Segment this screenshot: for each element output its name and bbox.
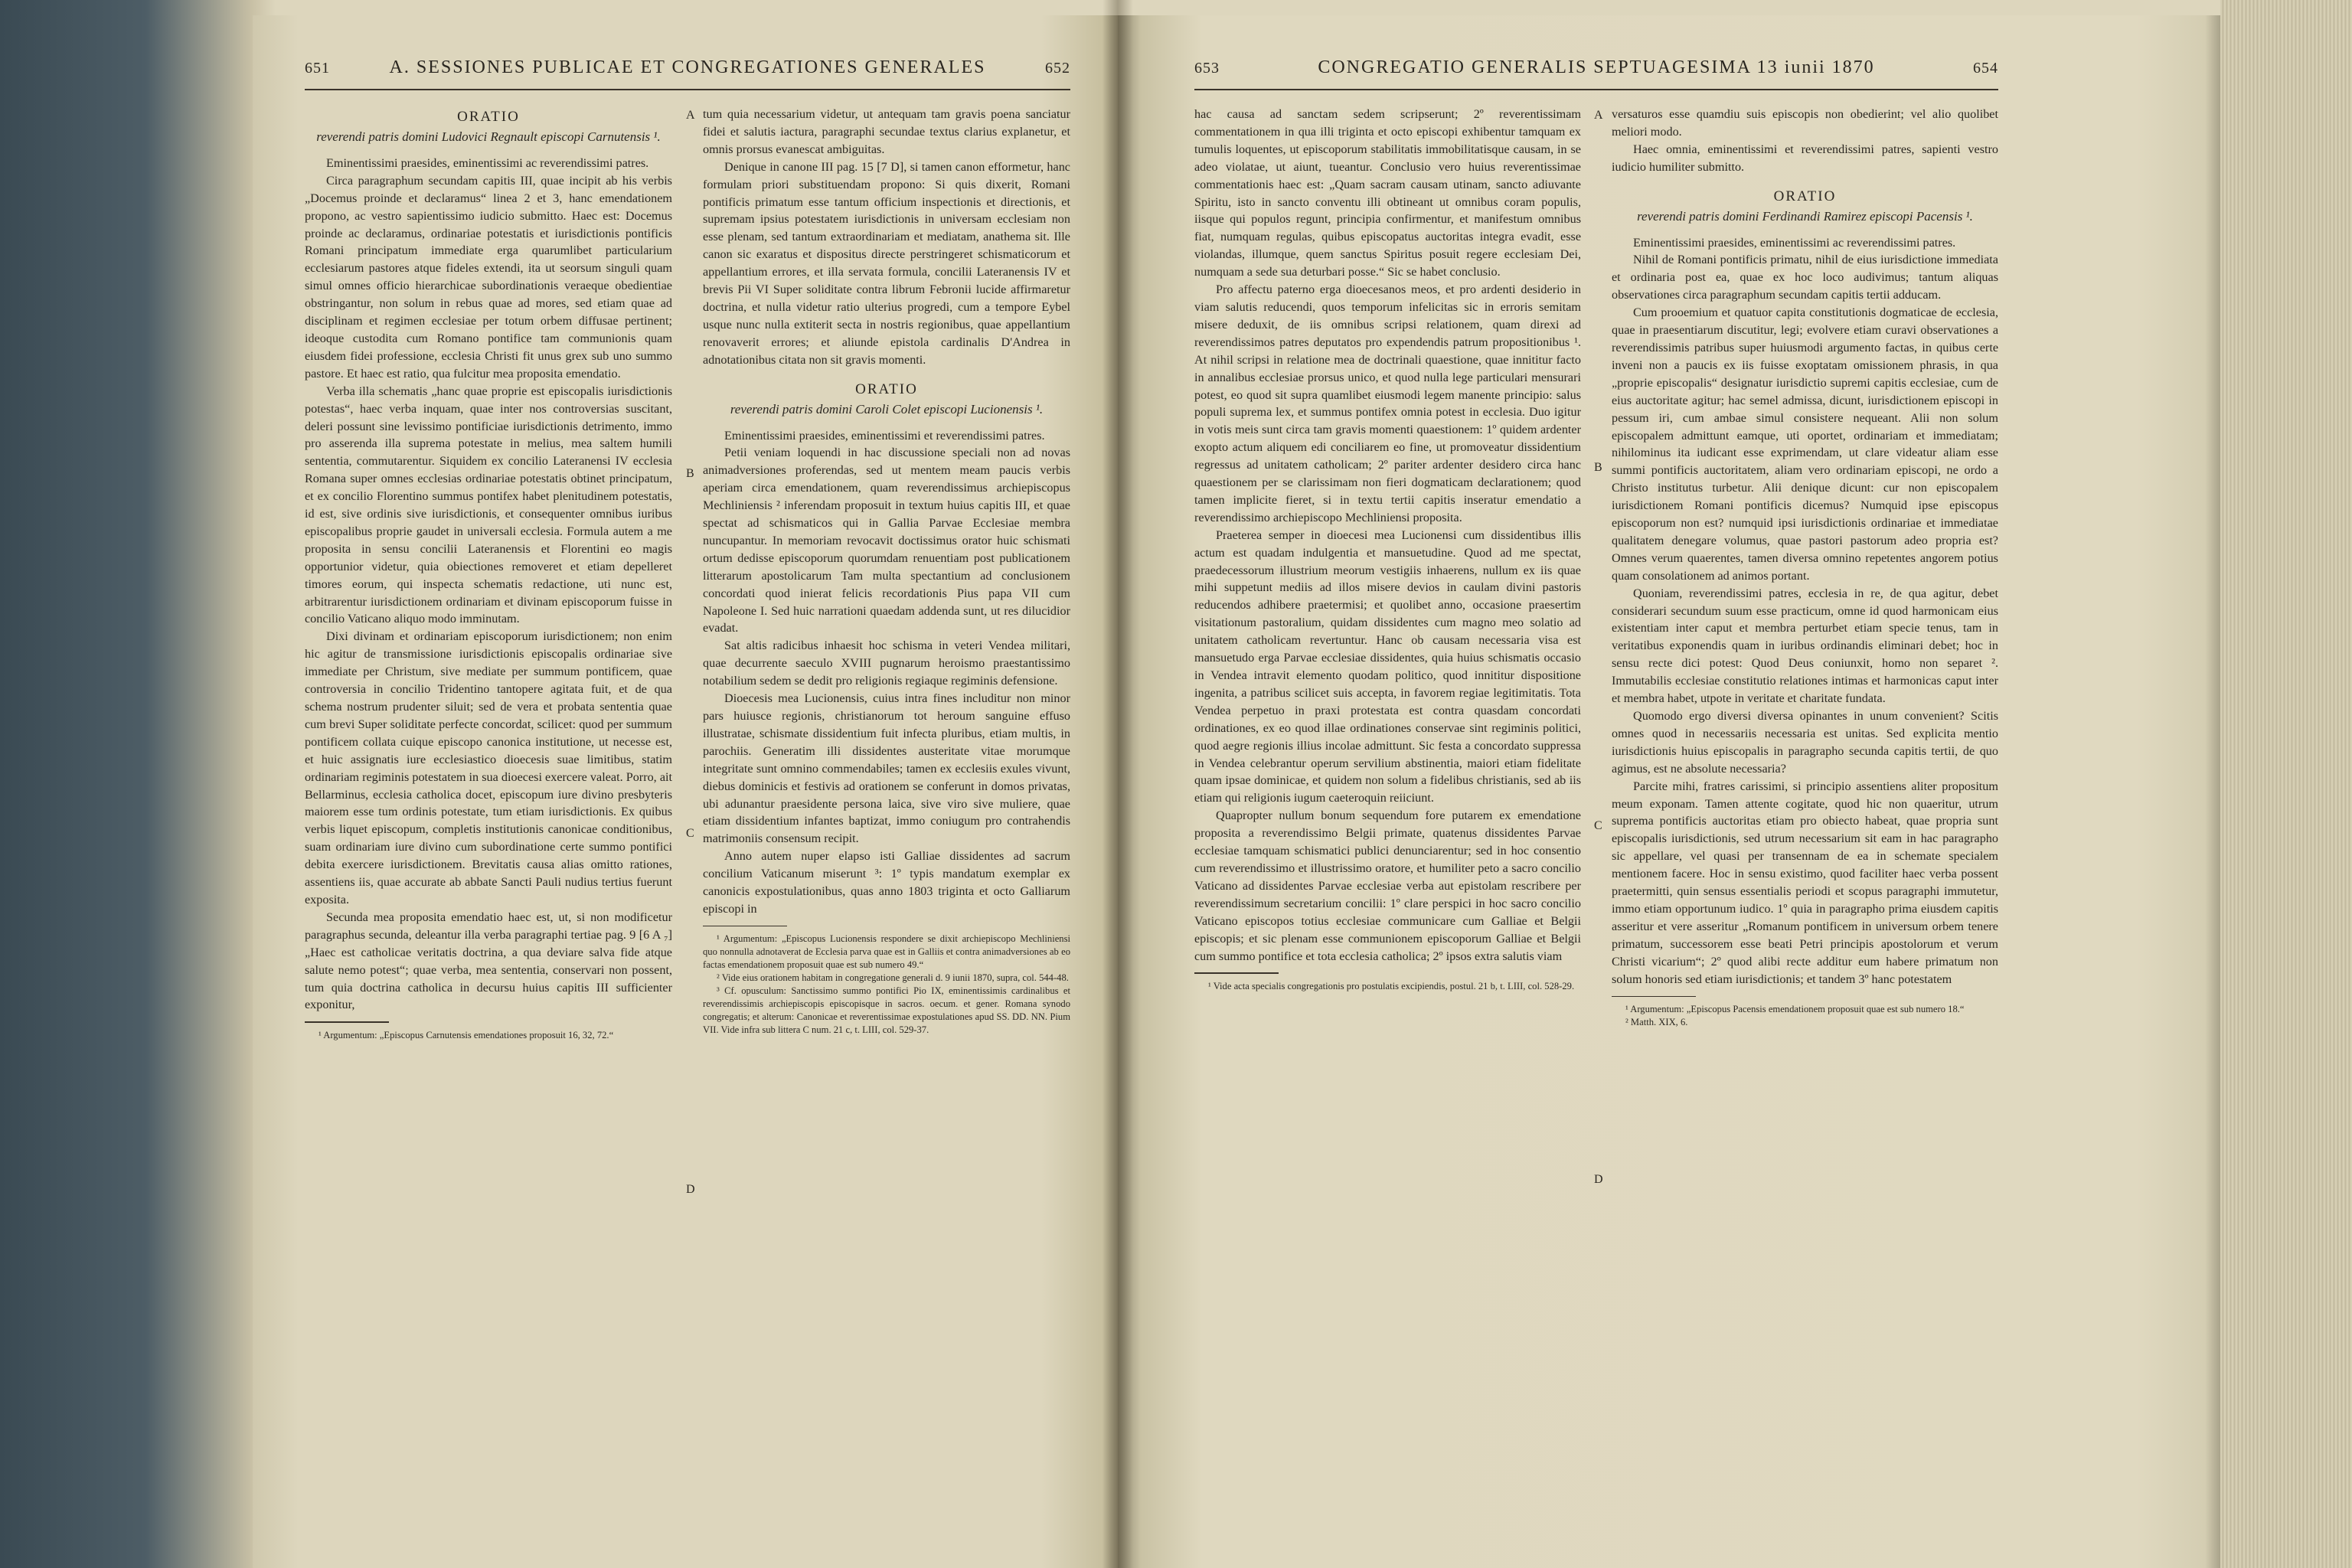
left-column-1 <box>305 106 672 1553</box>
left-head-rule <box>305 89 1070 90</box>
paragraph: Quomodo ergo diversi diversa opinantes in unum convenient? Scitis omnes quod in necessariis necessaria est unitas. Sed explicita mentio iurisdictionis huius episcopalis in paragrapho secunda capitis tertii, de quo agimus, est ne absolute necessaria? <box>1612 709 1998 776</box>
paragraph: Nihil de Romani pontificis primatu, nihil de eius iurisdictione immediata et ordinaria post ea, quae ex hoc loco audivimus; tantum aliquas observationes circa paragraphum secundam capitis tertii adducam. <box>1612 253 1998 302</box>
paragraph: Pro affectu paterno erga dioecesanos meos, et pro ardenti desiderio in viam salutis reducendi, quos temporum infelicitas sic in erroris semitam misere deduxit, de iis omnibus scripsi relationem, quam direxi ad reverendissimos patres deputatos pro expendendis patrum propositionibus ¹. At nihil scripsi in relatione mea de doctrinali quaestione, quae innititur facto in annalibus ecclesiae prorsus unico, et quod nulla lege particulari mensurari potest, eo quod sit supra quamlibet eiusmodi legem manente principio: salus populi suprema lex, et summus pontifex omnia potest in ecclesia. Duo igitur in votis meis sunt circa tam gravis momenti quaestionem: 1º quidem ardenter exopto actum aliquem edi conciliarem eo fine, ut promoveatur dissidentium regressus ad unitatem catholicam; 2º pariter ardenter desidero circa hanc quaestionem per se clarissimam non fieri dogmaticam declarationem; quod tamen implicite fieret, si in textu tertii capitis inseratur emendatio a reverendissimo archiepiscopo Mechliniensi proposita. <box>1194 283 1581 524</box>
paragraph: Cum prooemium et quatuor capita constitutionis dogmaticae de ecclesia, quae in praesentiarum discutitur, legi; evolvere etiam curavi observationes a reverendissimis patribus super huiusmodi argumento factas, in quibus certe inveni non a paucis ex iis fuisse exoptatam omissionem phrasis, in qua „proprie episcopalis“ designatur iurisdictio supremi capitis ecclesiae, cum de eius auctoritate agitur; hac semel admissa, dicunt, iurisdictionem episcopi in pessum iri, cum ambae simul consistere nequeant. Alii non solum episcopalem admittunt eamque, uti oportet, ordinariam et immediatam; nihilominus ita iudicant esse exprimendam, ut clare videatur aliam esse summi pontificis auctoritatem, aliam vero ordinariam episcopi, ne ordo a Christo institutus turbetur. Alii denique dicunt: cur non episcopalem iurisdictionem Romani pontificis dicemus? Numquid ipse episcopus episcoporum non est? numquid ipsi iurisdictionis ordinariae et immediatae qualitatem denegare volumus, quae pastori pastorum adeo propria est? Omnes verum quaerentes, tamen diversa omnino repetentes angorem potius quam consolationem ad animos portant. <box>1612 305 1998 583</box>
right-page-number-2: 654 <box>1972 60 1998 77</box>
footnotes <box>1612 1003 1998 1029</box>
margin-marker: A <box>1594 109 1603 122</box>
margin-marker: D <box>1594 1173 1603 1186</box>
footnote: ¹ Vide acta specialis congregationis pro postulatis excipiendis, postul. 21 b, t. LIII, col. 528-29. <box>1208 980 1575 991</box>
oratio-subheading: reverendi patris domini Caroli Colet episcopi Lucionensis ¹. <box>730 401 1044 416</box>
margin-marker: D <box>686 1183 695 1196</box>
oratio-subheading: reverendi patris domini Ferdinandi Ramirez episcopi Pacensis ¹. <box>1637 208 1973 224</box>
paragraph: Eminentissimi praesides, eminentissimi et reverendissimi patres. <box>724 428 1045 443</box>
paragraph: Secunda mea proposita emendatio haec est, ut, si non modificetur paragraphus secunda, deleantur illa verba paragraphi tertiae pag. 9 [6 A ₇] „Haec est catholicae veritatis doctrina, a qua deviare salva fide atque salute nemo potest“; quae verba, mea sententia, conservari non possent, tum quia doctrina catholica in decursu huius capitis III sufficienter exponitur, <box>305 910 672 1012</box>
oratio-heading: ORATIO <box>457 109 520 125</box>
footnotes <box>1194 980 1581 993</box>
left-page-number-2: 652 <box>1044 60 1070 77</box>
footnote: ¹ Argumentum: „Episcopus Lucionensis respondere se dixit archiepiscopo Mechliniensi quo nonnulla adnotaverat de Ecclesia parva quae est in Galliis et contra animadversiones ab eo factas emendationem proposuit quae est sub numero 49.“ <box>703 933 1070 971</box>
oratio-heading: ORATIO <box>1773 188 1837 204</box>
footnote-rule <box>703 926 787 927</box>
paragraph: Eminentissimi praesides, eminentissimi ac reverendissimi patres. <box>326 155 649 170</box>
margin-marker: C <box>686 827 694 840</box>
paragraph: Circa paragraphum secundam capitis III, quae incipit ab his verbis „Docemus proinde et declaramus“ linea 2 et 3, hanc emendationem propono, ac vestro sapientissimo iudicio submitto. Haec est: Docemus proinde ac declaramus, ordinariae potestatis et iurisdictionis pontificis Romani principatum immediate erga quarumlibet particularium ecclesiarum pastores atque fideles extendi, ita ut seorsum singuli quam simul omnes officio hierarchicae subordinationis veraeque obedientiae obstringantur, non solum in rebus quae ad mores, sed etiam quae ad disciplinam et regimen ecclesiae per totum orbem diffusae pertinent; ideoque custodita cum Romano pontifice tam communionis quam eiusdem fidei professione, ecclesia Christi fit unus grex sub uno summo pastore. Et haec est ratio, qua fulcitur mea proposita emendatio. <box>305 173 672 381</box>
right-running-title: CONGREGATIO GENERALIS SEPTUAGESIMA 13 iunii 1870 <box>1318 57 1875 77</box>
left-page <box>253 15 1118 1568</box>
right-head-rule <box>1194 89 1998 90</box>
margin-marker: A <box>686 109 695 122</box>
footnote-rule <box>1612 996 1696 998</box>
footnote-rule <box>1194 972 1279 974</box>
paragraph: Sat altis radicibus inhaesit hoc schisma in veteri Vendea militari, quae decurrente saeculo XVIII pugnarum heroismo praestantissimo notabilium sedem se dedit pro religionis regiaque regiminis defensione. <box>703 639 1070 688</box>
paragraph: Haec omnia, eminentissimi et reverendissimi patres, sapienti vestro iudicio humiliter submitto. <box>1612 142 1998 174</box>
paragraph: tum quia necessarium videtur, ut antequam tam gravis poena sanciatur fidei et salutis iactura, paragraphi secundae textus clarius explanetur, et omnis prorsus evanescat ambiguitas. <box>703 107 1070 156</box>
right-running-head <box>1194 57 1998 78</box>
paragraph: Petii veniam loquendi in hac discussione speciali non ad novas animadversiones proferendas, sed ut mentem meam paucis verbis aperiam circa emendationem, quam reverendissimus archiepiscopus Mechliniensis ² inferendam proposuit in textum huius capitis III, et quae spectat ad schismaticos qui in Gallia Parvae Ecclesiae membra nuncupantur. In memoriam revocavit doctissimus orator huic schismati ortum dedisse episcoporum quorumdam renuentiam post publicationem litterarum apostolicarum Tam multa spectantium ad conclusionem concordati quod inierat felicis recordationis Pius papa VII cum Napoleone I. Sed huic narrationi quaedam addenda sunt, ut res dilucidior evadat. <box>703 446 1070 635</box>
paragraph: hac causa ad sanctam sedem scripserunt; 2º reverentissimam commentationem in qua illi triginta et octo episcopi exhibentur tamquam ex tumulis loquentes, ut episcoporum stabilitatis immobilitatisque causam, in se adeo violatae, ut aiunt, tueantur. Conclusio vero huius reverentissimae commentationis haec est: „Quam sacram causam utinam, sancto adiuvante Spiritu, isto in sancto conventu illi obtineant ut omnibus coram populis, iisque qui populos regunt, principia confirmentur, et manifestum omnibus fiat, numquam regulas, quibus episcopatus auctoritas integra evadit, esse violandas, illumque, quem sanctus Spiritus posuit regere ecclesiam Dei, numquam a sede sua deturbari posse.“ Sic se habet conclusio. <box>1194 107 1581 279</box>
footnote: ¹ Argumentum: „Episcopus Carnutensis emendationes proposuit 16, 32, 72.“ <box>318 1029 614 1040</box>
paragraph: Quapropter nullum bonum sequendum fore putarem ex emendatione proposita a reverendissimo Belgii primate, quatenus dissidentes Parvae ecclesiae tamquam schismatici publici denunciarentur; sed in hoc consentio cum reverendissimo et illustrissimo oratore, et humiliter peto a sacro concilio Vaticano ad dissidentes Parvae ecclesiae verba aut epistolam rescribere per reverendissimum secretarium concilii: 1º clare perspici in hoc sacro concilio Vaticano episcopos totius ecclesiae communicare cum Galliae et Belgii episcopis; et sic plenam esse communionem episcoporum Galliae et Belgii cum summo pontifice et tota ecclesia catholica; 2º ipsos extra salutis viam <box>1194 808 1581 963</box>
right-column-1 <box>1194 106 1581 1553</box>
paragraph: Denique in canone III pag. 15 [7 D], si tamen canon efformetur, hanc formulam priori substituendam propono: Si quis dixerit, Romani pontificis primatum esse tantum officium inspectionis et directionis, et supremam ipsius potestatem iurisdictionis in universam ecclesiam non esse plenam, sed tantum extraordinariam et mediatam, anathema sit. Ille canon sic exaratus et dispositus directe perstringeret schismaticorum et appellantium errores, et illa servata formula, concilii Lateranensis IV et brevis Pii VI Super soliditate contra librum Febronii lucide affirmaretur doctrina, et nulla videtur ratio ulterius progredi, cum a tempore Eybel usque nunc nulla extiterit secta in nostris regionibus, quae appellantium renovaverit errores; et aliunde epistola cardinalis D'Andrea in adnotationibus citata non sit gravis momenti. <box>703 159 1070 367</box>
right-page-number-1: 653 <box>1194 60 1220 77</box>
right-page <box>1118 15 2220 1568</box>
footnote: ³ Cf. opusculum: Sanctissimo summo pontifici Pio IX, eminentissimis cardinalibus et reverendissimis archiepiscopis episcopisque in sacros. oecum. et gener. Romana synodo congregatis; et alterum: Canonicae et reverentissimae expostulationes apud SS. DD. NN. Pium VII. Vide infra sub littera C num. 21 c, t. LIII, col. 529-37. <box>703 985 1070 1036</box>
left-running-title: A. SESSIONES PUBLICAE ET CONGREGATIONES GENERALES <box>389 57 986 77</box>
margin-marker: B <box>1594 461 1602 474</box>
page-edge-stack <box>2220 0 2352 1568</box>
footnote: ¹ Argumentum: „Episcopus Pacensis emendationem proposuit quae est sub numero 18.“ <box>1625 1004 1965 1014</box>
left-running-head <box>305 57 1070 78</box>
left-page-number-1: 651 <box>305 60 330 77</box>
paragraph: versaturos esse quamdiu suis episcopis non obedierint; vel alio quolibet meliori modo. <box>1612 107 1998 139</box>
footnote: ² Matth. XIX, 6. <box>1625 1017 1688 1027</box>
paragraph: Anno autem nuper elapso isti Galliae dissidentes ad sacrum concilium Vaticanum miserunt ³: 1º typis mandatum exemplar ex canonicis expostulationibus, quas anno 1803 triginta et octo Galliarum episcopi in <box>703 849 1070 916</box>
paragraph: Praeterea semper in dioecesi mea Lucionensi cum dissidentibus illis actum est quadam indulgentia et mansuetudine. Quod ad me spectat, praedecessorum illustrium meorum vestigiis inhaerens, nullum ex iis quae mihi suppetunt mediis ad illos misere devios in caulam divini pastoris reducendos adhibere praetermisi; et quolibet anno, occasione praesertim visitationum pastoralium, quidam dissidentes cum magno meo solatio ad unitatem catholicam revertuntur. Hanc ob causam necessaria visa est mansuetudo erga Parvae ecclesiae dissidentes, quia huius schismatis occasio in Vendea intravit elemento quodam politico, quod innititur dispositione ingenita, a patribus scilicet suis accepta, in favorem regiae legitimitatis. Tota Vendea perpetuo in praxi protestata est contra quasdam concordati ordinationes, ex eo quod illae ordinationes conservae sint regiminis politici, quod aegre regionis illius incolae admittunt. Sic festa a concordato suppressa in Vendea celebrantur operum servilium abstinentia, maiori etiam fidelitate quam ipsae dominicae, et quidem non solum a fidelibus christianis, sed ab iis etiam qui religionis iugum caeteroquin reiiciunt. <box>1194 528 1581 805</box>
oratio-heading: ORATIO <box>855 381 918 397</box>
footnote: ² Vide eius orationem habitam in congregatione generali d. 9 iunii 1870, supra, col. 544-48. <box>717 972 1069 984</box>
paragraph: Dioecesis mea Lucionensis, cuius intra fines includitur non minor pars huiusce regionis, christianorum tot heroum sanguine effuso illustratae, schismate dissidentium fuit infecta pluribus, etiam multis, in parochiis. Generatim illi dissidentes austeritate vitae morumque integritate sunt omnino commendabiles; tamen ex ecclesiis exules vivunt, diebus dominicis et festivis ad orationem se conferunt in domos privatas, ubi adunantur praesidente persona laica, sive viro sive muliere, quae etiam dissidentium infantes baptizat, immo coniugum pro contrahendis matrimoniis consensum recipit. <box>703 691 1070 846</box>
paragraph: Eminentissimi praesides, eminentissimi ac reverendissimi patres. <box>1633 235 1956 250</box>
paragraph: Parcite mihi, fratres carissimi, si principio assentiens aliter propositum meum exponam. Tamen attente cogitate, quod hic non quaeritur, utrum suprema pontificis auctoritas etiam pro obiecto habeat, quae propria sunt episcopalis iurisdictionis, sed utrum necessarium sit eam in hac paragrapho sic appellare, vel quasi per transennam de ea in schemate specialem mentionem facere. Hoc in sensu existimo, quod faciliter haec verba possent praetermitti, quin sensus essentialis periodi et scopus paragraphi immutetur, immo etiam opportunum iudico. 1º quia in paragrapho prima eiusdem capitis asseritur et vere asseritur „Romanum pontificem in universum orbem tenere primatum, successorem esse beati Petri principis apostolorum et verum Christi vicarium“; 2º quod alibi recte additur eum habere primatum non solum honoris sed etiam iurisdictionis; et tandem 3º hanc potestatem <box>1612 779 1998 986</box>
margin-marker: C <box>1594 819 1602 832</box>
footnote-rule <box>305 1021 389 1023</box>
book-gutter <box>1102 0 1133 1568</box>
right-column-2 <box>1612 106 1998 1553</box>
margin-marker: B <box>686 467 694 480</box>
footnotes <box>305 1029 672 1042</box>
left-column-2 <box>703 106 1070 1553</box>
paragraph: Quoniam, reverendissimi patres, ecclesia in re, de qua agitur, debet considerari secundum suum esse practicum, omne id quod harmonicam eius existentiam inter caput et membra perturbet etiam specie tenus, tam in veritatibus exponendis quam in iuribus ordinandis eliminari debet; hoc in sensu recte dici potest: Quod Deus coniunxit, homo non separet ². Immutabilis ecclesiae constitutio relationes intimas et harmonicas caput inter et membra habet, utpote in veritate et charitate fundata. <box>1612 586 1998 706</box>
oratio-subheading: reverendi patris domini Ludovici Regnault episcopi Carnutensis ¹. <box>316 129 661 144</box>
paragraph: Verba illa schematis „hanc quae proprie est episcopalis iurisdictionis potestas“, haec verba inquam, quae inter nos controversias suscitant, deleri possunt sine levissimo pontificiae iurisdictionis detrimento, immo pro asserenda illa suprema potestate in melius, mea saltem humili sententia, commutarentur. Siquidem ex concilio Lateranensi IV ecclesia Romana super omnes ecclesias ordinariae potestatis obtinet principatum, et ex concilio Florentino summus pontifex habet plenitudinem potestatis, id est, sive ordinis sive iurisdictionis, et consequenter omnibus iuribus episcopalibus proprie gaudet in universali ecclesia. Formula autem a me proposita in sensu concilii Lateranensis et Florentini eo magis opportunior videtur, quia obiectiones removeret et etiam depelleret timores eorum, qui inspecta schematis redactione, uti nunc est, arbitrarentur iurisdictionem ordinariam et divinam episcoporum fuisse in concilio Vaticano aliquo modo imminutam. <box>305 384 672 626</box>
paragraph: Dixi divinam et ordinariam episcoporum iurisdictionem; non enim hic agitur de transmissione iurisdictionis episcopalis ordinariae sive immediate per Christum, sive mediate per summum pontificem, quae controversia in concilio Tridentino tantopere agitata fuit, et de qua schema nostrum prudenter siluit; sed de vera et probata sententia quae cum brevi Super soliditate perfecte concordat, scilicet: quod per summum pontificem collata cuique episcopo canonica institutione, ut necesse est, et huic assignatis iure ecclesiastico dioecesis suae limitibus, statim ordinariam regiminis potestatem in sua dioecesi exercere valeat. Porro, ait Bellarminus, ecclesia catholica docet, episcopum iure divino presbyteris maiorem esse tum ordinis potestate, tum etiam iurisdictionis. Ex quibus verbis liquet episcopum, completis institutionis canonicae conditionibus, suam ordinariam iure divino cum subordinatione certe summo pontifici debita exercere iurisdictionem. Brevitatis causa alias omitto rationes, assentiens iis, quae accurate ab abbate Sancti Pauli nudius tertius fuerunt exposita. <box>305 629 672 906</box>
footnotes <box>703 933 1070 1037</box>
